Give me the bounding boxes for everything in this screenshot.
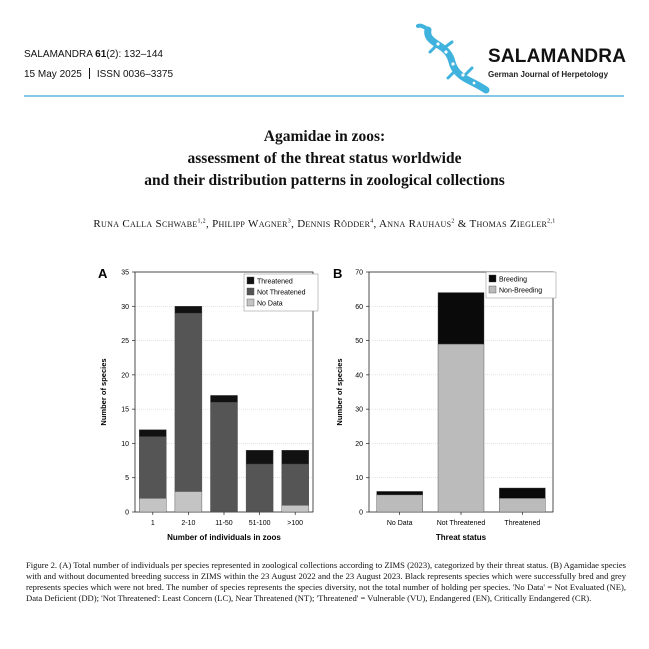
header-rule [24,95,624,97]
journal-name: SALAMANDRA [24,49,93,60]
brand-title: SALAMANDRA [488,46,627,67]
brand-subtitle: German Journal of Herpetology [488,70,609,79]
figure-caption: Figure 2. (A) Total number of individuals per species represented in zoological collections according to ZIMS (2023), categorized by their threat status. (B) Agamidae species with and without documented breeding success in ZIMS within the 23 August 2022 and the 23 August 2023. Black represents species which were successfully bred and grey represents species which were not bred. The number of species represents the species diversity, not the total number of holding per species. 'No Data' = Not Evaluated (NE), Data Deficient (DD); 'Not Threatened': Least Concern (LC), Near Threatened (NT); 'Threatened' = Vulnerable (VU), Endangered (EN), Critically Endangered (CR). [26,560,626,603]
legend-swatch [247,288,254,295]
y-axis-title: Number of species [99,358,108,426]
y-tick-label: 0 [359,509,363,517]
bar-segment [175,306,202,313]
salamander-logo-icon [416,22,492,94]
y-tick-label: 30 [121,303,129,311]
author-affiliation: 3 [287,218,292,225]
legend-swatch [247,299,254,306]
bar-segment [175,313,202,491]
bar-segment [246,450,273,464]
y-tick-label: 0 [125,509,129,517]
figure-2 [0,262,649,552]
y-tick-label: 15 [121,406,129,414]
paper-title-line-2: assessment of the threat status worldwide [187,150,462,167]
y-tick-label: 35 [121,269,129,277]
y-tick-label: 10 [121,440,129,448]
author-affiliation: 2,1 [547,218,556,225]
x-axis-title: Threat status [435,533,487,542]
y-axis-title: Number of species [335,358,344,426]
legend-label: Not Threatened [257,289,306,297]
bar-segment [282,450,309,464]
y-tick-label: 5 [125,475,129,483]
legend-swatch [489,286,496,293]
bar-segment [211,402,238,512]
bar-segment [499,488,545,498]
author-name: Thomas Ziegler [469,218,548,230]
legend-label: Non-Breeding [499,287,543,295]
volume: 61 [95,49,107,60]
x-axis-title: Number of individuals in zoos [167,533,281,542]
author-affiliation: 2 [451,218,455,225]
bar-segment [246,464,273,512]
author-affiliation: 1,2 [197,218,206,225]
author-list [0,218,649,230]
panel-label: A [98,266,108,281]
bar-segment [175,491,202,512]
legend-label: Breeding [499,276,528,284]
issn: ISSN 0036–3375 [96,69,173,80]
author-separator: , [205,218,213,230]
bar-segment [139,498,166,512]
y-tick-label: 60 [355,303,363,311]
date-issn-line [24,68,173,80]
publication-date: 15 May 2025 [24,69,82,80]
citation-line [24,49,163,60]
x-tick-label: Not Threatened [436,520,486,527]
author-name: Anna Rauhaus [379,218,452,230]
bar-segment [377,491,423,494]
y-tick-label: 10 [355,475,363,483]
legend-swatch [489,275,496,282]
y-tick-label: 70 [355,269,363,277]
y-tick-label: 20 [355,440,363,448]
bar-segment [282,464,309,505]
bar-segment [139,437,166,499]
y-tick-label: 20 [121,372,129,380]
separator [89,68,90,79]
x-tick-label: 11-50 [215,520,233,527]
x-tick-label: 51-100 [248,520,271,527]
legend-swatch [247,277,254,284]
author-separator: , [291,218,298,230]
author-separator: & [454,218,470,230]
bar-segment [438,293,484,344]
bar-segment [377,495,423,512]
panel-label: B [333,266,343,281]
bar-segment [438,344,484,512]
x-tick-label: >100 [287,520,304,527]
bar-segment [139,430,166,437]
issue-pages: (2): 132–144 [106,49,163,60]
author-separator: , [373,218,380,230]
paper-title-line-3: and their distribution patterns in zoological collections [144,172,505,189]
bar-segment [499,498,545,512]
y-tick-label: 25 [121,338,129,346]
x-tick-label: 2-10 [181,520,196,527]
author-name: Runa Calla Schwabe [93,218,198,230]
y-tick-label: 40 [355,372,363,380]
x-tick-label: No Data [386,520,413,527]
author-name: Philipp Wagner [212,218,288,230]
y-tick-label: 50 [355,338,363,346]
bar-segment [282,505,309,512]
x-tick-label: Threatened [504,520,541,527]
legend-label: Threatened [257,278,293,286]
legend-label: No Data [257,300,283,308]
paper-title-line-1: Agamidae in zoos: [263,128,386,145]
author-affiliation: 4 [370,218,374,225]
author-name: Dennis Rödder [297,218,371,230]
bar-segment [211,395,238,402]
x-tick-label: 1 [150,520,155,527]
y-tick-label: 30 [355,406,363,414]
